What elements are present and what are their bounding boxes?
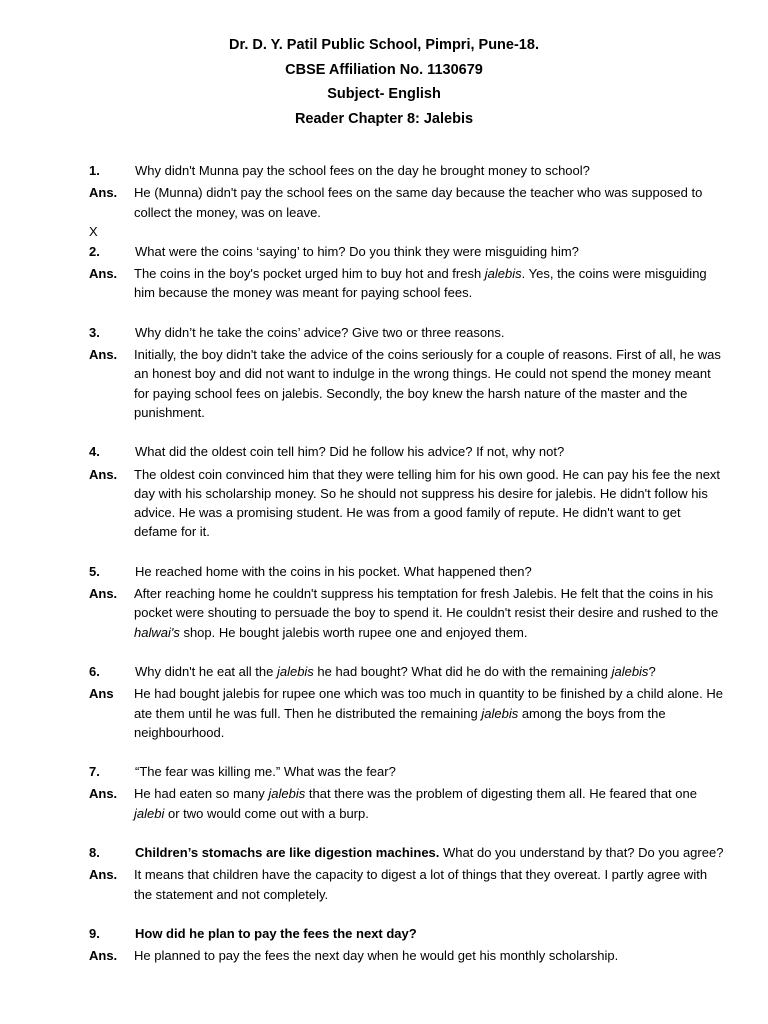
answer-label: Ans. [89,185,118,201]
question-number: 8. [89,845,100,861]
question-text: Children’s stomachs are like digestion machines. What do you understand by that? Do you agree? [135,845,724,861]
question-number: 2. [89,243,100,259]
answer [0,865,768,904]
subject-title: Subject- English [327,86,441,102]
question-number: 1. [89,163,100,178]
question-number: 7. [89,764,100,780]
document-header [0,33,768,131]
answer [0,465,768,542]
school-name: Dr. D. Y. Patil Public School, Pimpri, Pune-18. [229,37,539,53]
question-text: Why didn’t he take the coins’ advice? Give two or three reasons. [135,324,505,340]
answer-label: Ans [89,686,114,702]
answer-text: The oldest coin convinced him that they were telling him for his own good. He can pay his fee the next day with his scholarship money. So he should not suppress his desire for jalebis. He didn't follow his advice. He was a promising student. He was from a good family of repute. He didn't want to get defame for it. [134,466,721,540]
question-text: He reached home with the coins in his pocket. What happened then? [135,563,532,579]
answer-label: Ans. [89,867,118,883]
question-answer-list [0,161,768,966]
question-number: 6. [89,663,100,679]
question [0,562,768,581]
answer-text: After reaching home he couldn't suppress his temptation for fresh Jalebis. He felt that the coins in his pocket were shouting to persuade the boy to spend it. He couldn't resist their desire and rushed to the halwai's shop. He bought jalebis worth rupee one and enjoyed them. [134,586,719,640]
answer [0,946,768,965]
stray-mark: X [89,223,98,239]
answer-text: It means that children have the capacity to digest a lot of things that they overeat. I partly agree with the statement and not completely. [134,867,708,902]
answer-label: Ans. [89,266,118,282]
question [0,442,768,461]
question [0,662,768,681]
answer-text: He planned to pay the fees the next day when he would get his monthly scholarship. [134,948,619,964]
answer [0,584,768,642]
question-number: 5. [89,563,100,579]
question-text: How did he plan to pay the fees the next day? [135,925,417,941]
answer [0,264,768,303]
question-number: 4. [89,444,100,460]
question-text: Why didn't he eat all the jalebis he had bought? What did he do with the remaining jalebis? [135,663,656,679]
answer-label: Ans. [89,786,118,802]
answer-label: Ans. [89,347,118,363]
chapter-title: Reader Chapter 8: Jalebis [294,110,474,127]
question-text: What were the coins ‘saying’ to him? Do you think they were misguiding him? [135,243,579,259]
answer-label: Ans. [89,948,118,964]
question [0,843,768,862]
answer-label: Ans. [89,586,118,602]
question-text: What did the oldest coin tell him? Did he follow his advice? If not, why not? [135,444,565,460]
affiliation-number: CBSE Affiliation No. 1130679 [285,61,483,78]
question [0,242,768,261]
question-number: 3. [89,324,100,340]
question [0,762,768,781]
answer [0,684,768,742]
question-number: 9. [89,925,100,941]
answer [0,784,768,823]
question-text: “The fear was killing me.” What was the fear? [135,764,396,780]
answer-text: The coins in the boy's pocket urged him to buy hot and fresh jalebis. Yes, the coins were misguiding him because the money was meant for paying school fees. [134,266,707,301]
question [0,323,768,342]
question [0,161,768,180]
answer [0,183,768,222]
question-text: Why didn't Munna pay the school fees on the day he brought money to school? [135,163,590,178]
answer-label: Ans. [89,466,118,482]
answer-text: He had bought jalebis for rupee one which was too much in quantity to be finished by a child alone. He ate them until he was full. Then he distributed the remaining jalebis among the boys from the neighbourhood. [134,686,723,740]
question [0,924,768,943]
answer-text: He (Munna) didn't pay the school fees on the same day because the teacher who was supposed to collect the money, was on leave. [134,185,703,220]
answer-text: He had eaten so many jalebis that there was the problem of digesting them all. He feared that one jalebi or two would come out with a burp. [134,786,697,821]
answer [0,345,768,422]
answer-text: Initially, the boy didn't take the advice of the coins seriously for a couple of reasons. First of all, he was an honest boy and did not want to indulge in the wrong things. He could not spend the money meant for paying school fees on jalebis. Secondly, the boy knew the harsh nature of the master and the punishment. [134,347,721,420]
